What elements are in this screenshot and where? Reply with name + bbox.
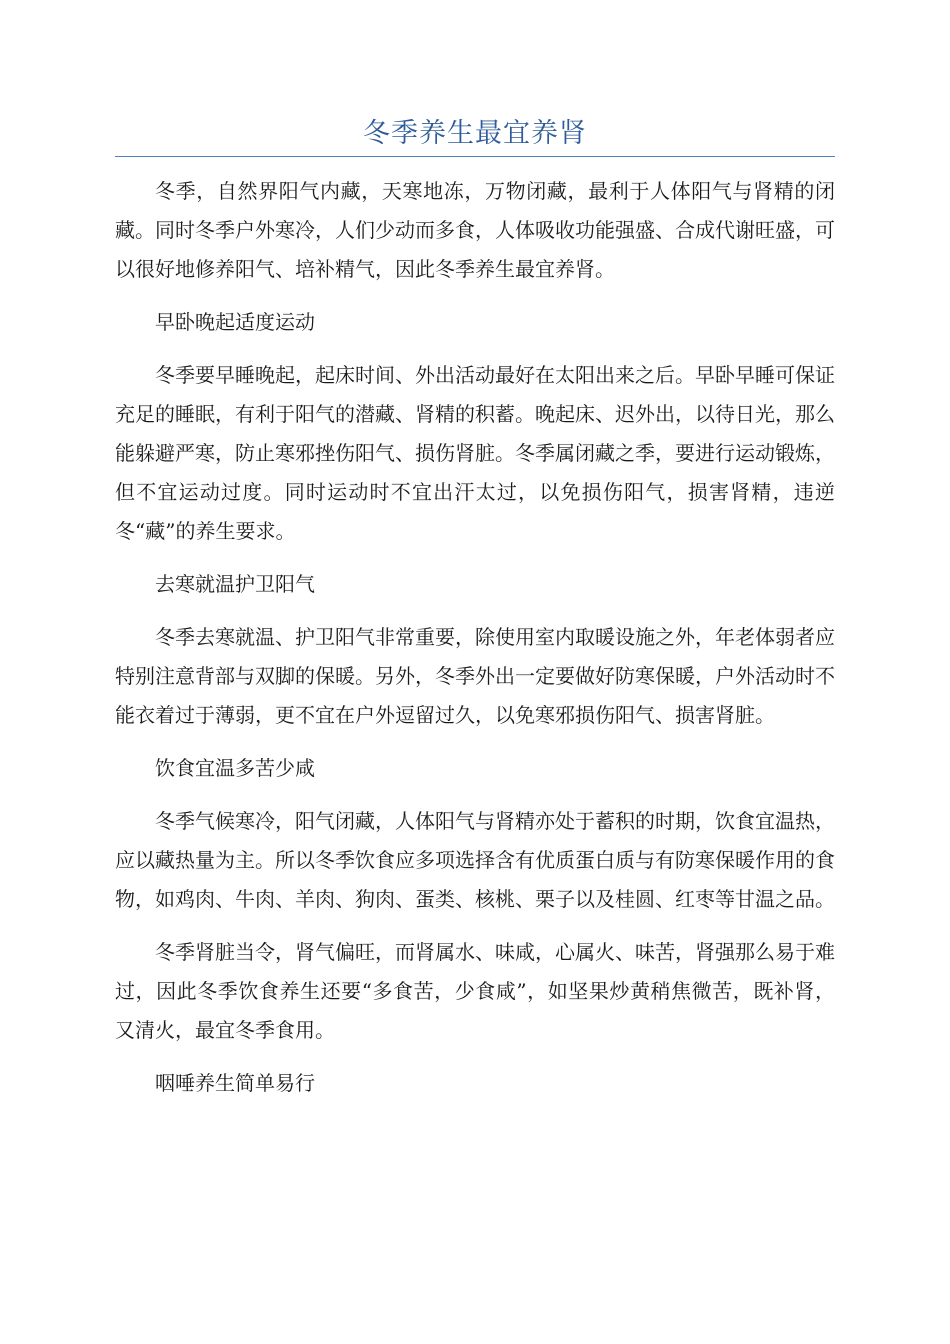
paragraph-sleep: 冬季要早睡晚起，起床时间、外出活动最好在太阳出来之后。早卧早睡可保证充足的睡眠，有利于阳气的潜藏、肾精的积蓄。晚起床、迟外出，以待日光，那么能躲避严寒，防止寒邪挫伤阳气、损伤肾脏。冬季属闭藏之季，要进行运动锻炼，但不宜运动过度。同时运动时不宜出汗太过，以免损伤阳气，损害肾精，违逆冬“藏”的养生要求。: [115, 363, 835, 543]
intro-paragraph: 冬季，自然界阳气内藏，天寒地冻，万物闭藏，最利于人体阳气与肾精的闭藏。同时冬季户外寒冷，人们少动而多食，人体吸收功能强盛、合成代谢旺盛，可以很好地修养阳气、培补精气，因此冬季养生最宜养肾。: [115, 179, 835, 281]
section-heading-saliva: 咽唾养生简单易行: [155, 1071, 315, 1095]
paragraph-diet: 冬季气候寒冷，阳气闭藏，人体阳气与肾精亦处于蓄积的时期，饮食宜温热，应以藏热量为主。所以冬季饮食应多项选择含有优质蛋白质与有防寒保暖作用的食物，如鸡肉、牛肉、羊肉、狗肉、蛋类、核桃、栗子以及桂圆、红枣等甘温之品。: [115, 809, 835, 911]
section-heading-sleep: 早卧晚起适度运动: [155, 310, 315, 334]
page-title: 冬季养生最宜养肾: [363, 118, 587, 149]
paragraph-diet-taste: 冬季肾脏当令，肾气偏旺，而肾属水、味咸，心属火、味苦，肾强那么易于难过，因此冬季饮食养生还要“多食苦，少食咸”，如坚果炒黄稍焦微苦，既补肾，又清火，最宜冬季食用。: [115, 940, 835, 1042]
title-block: [115, 112, 835, 157]
section-heading-diet: 饮食宜温多苦少咸: [155, 756, 315, 780]
paragraph-warmth: 冬季去寒就温、护卫阳气非常重要，除使用室内取暖设施之外，年老体弱者应特别注意背部与双脚的保暖。另外，冬季外出一定要做好防寒保暖，户外活动时不能衣着过于薄弱，更不宜在户外逗留过久，以免寒邪损伤阳气、损害肾脏。: [115, 625, 835, 727]
document-body: [115, 172, 835, 1117]
section-heading-warmth: 去寒就温护卫阳气: [155, 572, 315, 596]
